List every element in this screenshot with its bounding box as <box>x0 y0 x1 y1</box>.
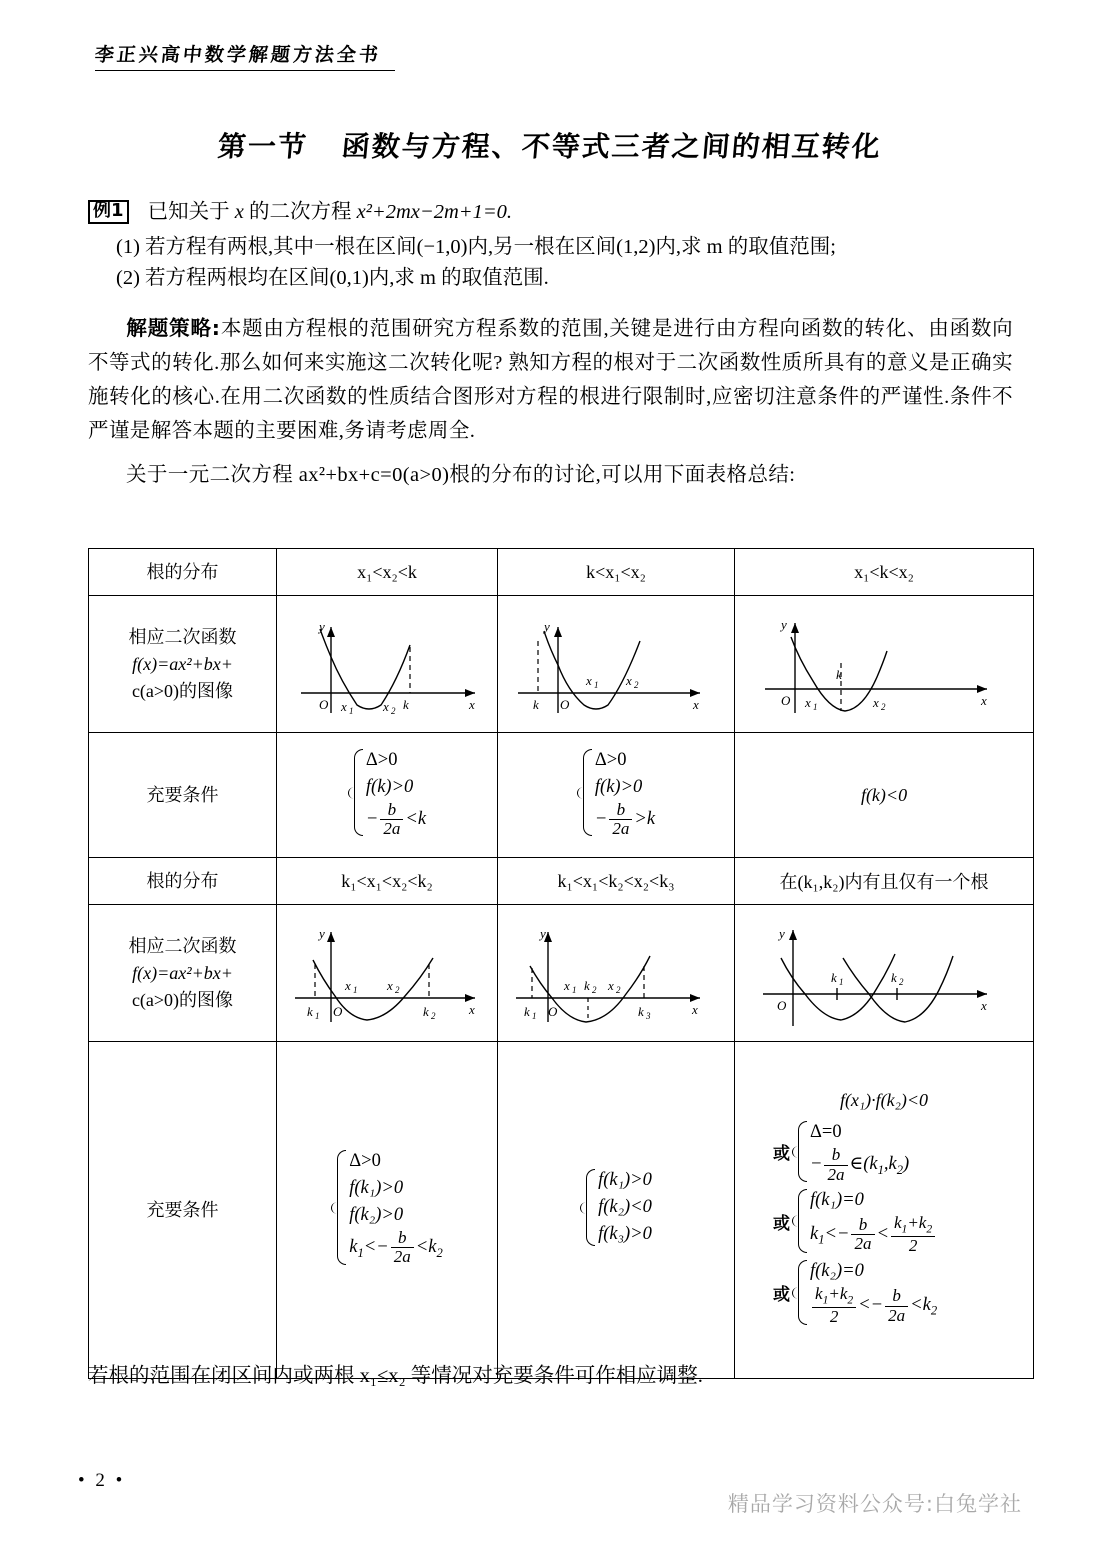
svg-text:x: x <box>981 693 987 708</box>
svg-text:k: k <box>836 667 842 682</box>
svg-text:x: x <box>981 998 987 1013</box>
function-label-line1: 相应二次函数 <box>128 935 237 956</box>
condition-line: f(k₁)=0 <box>810 1190 864 1211</box>
or-word: 或 <box>773 1213 790 1234</box>
header-case-1: x₁<x₂<k <box>277 549 498 596</box>
example-stem-prefix: 已知关于 <box>147 201 230 223</box>
svg-text:x: x <box>626 673 632 688</box>
brace-icon <box>580 1167 594 1248</box>
header-case-2: k<x₁<x₂ <box>498 549 735 596</box>
svg-text:k: k <box>403 697 409 712</box>
watermark: 精品学习资料公众号:白兔学社 <box>727 1492 1022 1516</box>
system-1 <box>348 747 426 839</box>
svg-text:x: x <box>608 978 614 993</box>
svg-text:k: k <box>638 1004 644 1019</box>
parabola-graph-roots-between-k1-k2 <box>279 910 495 1036</box>
condition-line: − $\frac{b}{2a}$ $\in(k_1,k_2)$ <box>810 1145 910 1184</box>
graph-cell-2 <box>498 596 735 733</box>
svg-text:O: O <box>560 697 570 712</box>
svg-text:x: x <box>873 695 879 710</box>
svg-text:2: 2 <box>634 680 639 690</box>
root-distribution-table-wrap <box>88 548 1013 1379</box>
condition-line: − $\frac{b}{2a}$ >k <box>594 799 656 838</box>
svg-text:k: k <box>533 697 539 712</box>
strategy-label: 解题策略: <box>126 315 221 340</box>
svg-text:x: x <box>383 699 389 714</box>
condition-line: − $\frac{b}{2a}$ <k <box>365 799 427 838</box>
condition-line: f(k)>0 <box>365 776 414 797</box>
condition-line: f(k₁)>0 <box>349 1178 404 1199</box>
svg-text:y: y <box>540 926 546 941</box>
condition-line: Δ>0 <box>594 749 627 770</box>
svg-text:1: 1 <box>813 702 818 712</box>
condition-line: f(k)>0 <box>594 776 643 797</box>
brace-icon <box>792 1187 806 1255</box>
running-head <box>95 40 405 71</box>
svg-text:1: 1 <box>594 680 599 690</box>
svg-text:2: 2 <box>899 977 904 987</box>
header-label-distribution-1: 根的分布 <box>89 549 277 596</box>
header-case-4: k₁<x₁<x₂<k₂ <box>277 858 498 905</box>
svg-text:k: k <box>891 970 897 985</box>
condition-line: $k_1<-$ $\frac{b}{2a}$ $<k_2$ <box>349 1228 443 1267</box>
function-label-line1: 相应二次函数 <box>128 626 237 647</box>
example-stem-variable: x <box>234 201 244 223</box>
condition-cell-1 <box>277 733 498 858</box>
system-5 <box>580 1167 652 1248</box>
page-number: • 2 • <box>78 1470 126 1491</box>
condition-cell-4 <box>277 1042 498 1379</box>
function-label-line2: f(x)=ax²+bx+ <box>132 653 233 674</box>
condition-cell-6 <box>735 1042 1034 1379</box>
svg-text:k: k <box>524 1004 530 1019</box>
svg-text:O: O <box>319 697 329 712</box>
closing-note: 若根的范围在闭区间内或两根 x₁≤x₂ 等情况对充要条件可作相应调整. <box>88 1365 703 1387</box>
svg-text:k: k <box>831 970 837 985</box>
condition-alt-1 <box>773 1119 1031 1184</box>
header-case-6: 在(k₁,k₂)内有且仅有一个根 <box>735 858 1034 905</box>
condition-alt-2 <box>773 1187 1031 1255</box>
brace-icon <box>331 1148 345 1267</box>
table-condition-row-1 <box>89 733 1034 858</box>
parabola-graph-roots-left-of-k <box>279 601 495 727</box>
system-4 <box>331 1148 443 1267</box>
svg-text:y: y <box>779 926 785 941</box>
svg-text:O: O <box>548 1004 558 1019</box>
condition-line: f(k₂)=0 <box>810 1261 864 1282</box>
condition-line: $k_1<-$ $\frac{b}{2a}$ < $\frac{k_1+k_2}{2}$ <box>810 1214 937 1255</box>
running-head-text: 李正兴高中数学解题方法全书 <box>93 44 383 66</box>
table-graph-row-2 <box>89 905 1034 1042</box>
svg-text:2: 2 <box>592 985 597 995</box>
body-content <box>88 200 1013 492</box>
condition-line: f(k₁)>0 <box>598 1170 652 1190</box>
section-number: 第一节 <box>216 130 310 163</box>
strategy-paragraph <box>88 311 1013 448</box>
svg-text:k: k <box>584 978 590 993</box>
svg-text:x: x <box>345 978 351 993</box>
section-title <box>0 125 1100 165</box>
svg-text:1: 1 <box>349 706 354 716</box>
example-item-1: (1) 若方程有两根,其中一根在区间(−1,0)内,另一根在区间(1,2)内,求 m 的取值范围; <box>116 235 836 258</box>
example-stem-mid: 的二次方程 <box>249 201 352 223</box>
parabola-graph-k-between-roots <box>737 601 1031 727</box>
example-stem <box>88 200 1013 224</box>
or-word: 或 <box>773 1285 790 1306</box>
svg-text:O: O <box>333 1004 343 1019</box>
svg-text:x: x <box>341 699 347 714</box>
table-header-row-1 <box>89 549 1034 596</box>
parabola-graph-exactly-one-root-in-interval <box>737 910 1031 1036</box>
condition-head: f(x₁)·f(k₂)<0 <box>839 1090 929 1111</box>
root-distribution-table <box>88 548 1034 1379</box>
svg-text:O: O <box>777 998 787 1013</box>
svg-text:y: y <box>319 926 325 941</box>
table-header-row-2 <box>89 858 1034 905</box>
svg-text:2: 2 <box>395 985 400 995</box>
condition-line: Δ>0 <box>349 1151 381 1172</box>
graph-cell-6 <box>735 905 1034 1042</box>
svg-text:1: 1 <box>532 1011 537 1021</box>
example-equation: x²+2mx−2m+1=0. <box>356 201 513 223</box>
svg-text:x: x <box>586 673 592 688</box>
svg-text:2: 2 <box>881 702 886 712</box>
svg-text:2: 2 <box>616 985 621 995</box>
condition-line: Δ>0 <box>365 749 398 770</box>
svg-text:k: k <box>307 1004 313 1019</box>
condition-line: f(k₃)>0 <box>598 1224 652 1244</box>
function-label-line3: c(a>0)的图像 <box>131 989 234 1010</box>
section-name: 函数与方程、不等式三者之间的相互转化 <box>340 130 884 163</box>
example-item-2: (2) 若方程两根均在区间(0,1)内,求 m 的取值范围. <box>116 267 549 290</box>
svg-text:y: y <box>544 619 550 634</box>
example-badge: 例1 <box>88 200 129 224</box>
svg-text:y: y <box>319 619 325 634</box>
graph-cell-4 <box>277 905 498 1042</box>
svg-text:3: 3 <box>646 1011 651 1021</box>
svg-text:x: x <box>387 978 393 993</box>
condition-alt-3 <box>773 1258 1031 1326</box>
row-label-condition-2: 充要条件 <box>89 1042 277 1379</box>
condition-line: Δ=0 <box>810 1122 842 1143</box>
svg-text:1: 1 <box>315 1011 320 1021</box>
header-case-3: x₁<k<x₂ <box>735 549 1034 596</box>
svg-text:O: O <box>781 693 791 708</box>
svg-text:x: x <box>693 697 699 712</box>
svg-text:x: x <box>469 697 475 712</box>
row-label-condition-1: 充要条件 <box>89 733 277 858</box>
row-label-function-1 <box>89 596 277 733</box>
table-intro-text: 关于一元二次方程 ax²+bx+c=0(a>0)根的分布的讨论,可以用下面表格总结: <box>126 463 796 486</box>
svg-text:x: x <box>564 978 570 993</box>
graph-cell-3 <box>735 596 1034 733</box>
system-2 <box>577 747 655 839</box>
strategy-text: 本题由方程根的范围研究方程系数的范围,关键是进行由方程向函数的转化、由函数向不等式的转化.那么如何来实施这二次转化呢? 熟知方程的根对于二次函数性质所具有的意义是正确实施转化的核心.在用二次函数的性质结合图形对方程的根进行限制时,应密切注意条件的严谨性.条件不严谨是解答本题的主要困难,务请考虑周全. <box>88 317 1013 442</box>
svg-text:k: k <box>423 1004 429 1019</box>
svg-text:x: x <box>692 1002 698 1017</box>
svg-text:1: 1 <box>572 985 577 995</box>
header-label-distribution-2: 根的分布 <box>89 858 277 905</box>
parabola-graph-k-left-of-roots <box>500 601 732 727</box>
table-condition-row-2 <box>89 1042 1034 1379</box>
brace-icon <box>348 747 362 839</box>
brace-icon <box>792 1119 806 1184</box>
table-graph-row-1 <box>89 596 1034 733</box>
function-label-line3: c(a>0)的图像 <box>131 680 234 701</box>
row-label-function-2 <box>89 905 277 1042</box>
svg-text:x: x <box>805 695 811 710</box>
svg-text:x: x <box>469 1002 475 1017</box>
svg-text:1: 1 <box>353 985 358 995</box>
parabola-graph-k1-x1-k2-x2-k3 <box>500 910 732 1036</box>
svg-text:1: 1 <box>839 977 844 987</box>
graph-cell-5 <box>498 905 735 1042</box>
function-label-line2: f(x)=ax²+bx+ <box>132 962 233 983</box>
running-head-rule <box>95 70 395 71</box>
condition-line: $\frac{k_1+k_2}{2}$ <− $\frac{b}{2a}$ $<k_2$ <box>810 1285 937 1326</box>
table-intro <box>88 458 1013 492</box>
condition-line: f(k₂)>0 <box>349 1205 404 1226</box>
svg-text:2: 2 <box>391 706 396 716</box>
brace-icon <box>577 747 591 839</box>
or-word: 或 <box>773 1144 790 1165</box>
graph-cell-1 <box>277 596 498 733</box>
brace-icon <box>792 1258 806 1326</box>
condition-line: f(k₂)<0 <box>598 1197 652 1217</box>
condition-cell-5 <box>498 1042 735 1379</box>
svg-text:2: 2 <box>431 1011 436 1021</box>
condition-cell-2 <box>498 733 735 858</box>
header-case-5: k₁<x₁<k₂<x₂<k₃ <box>498 858 735 905</box>
condition-cell-3: f(k)<0 <box>735 733 1034 858</box>
svg-text:y: y <box>781 617 787 632</box>
